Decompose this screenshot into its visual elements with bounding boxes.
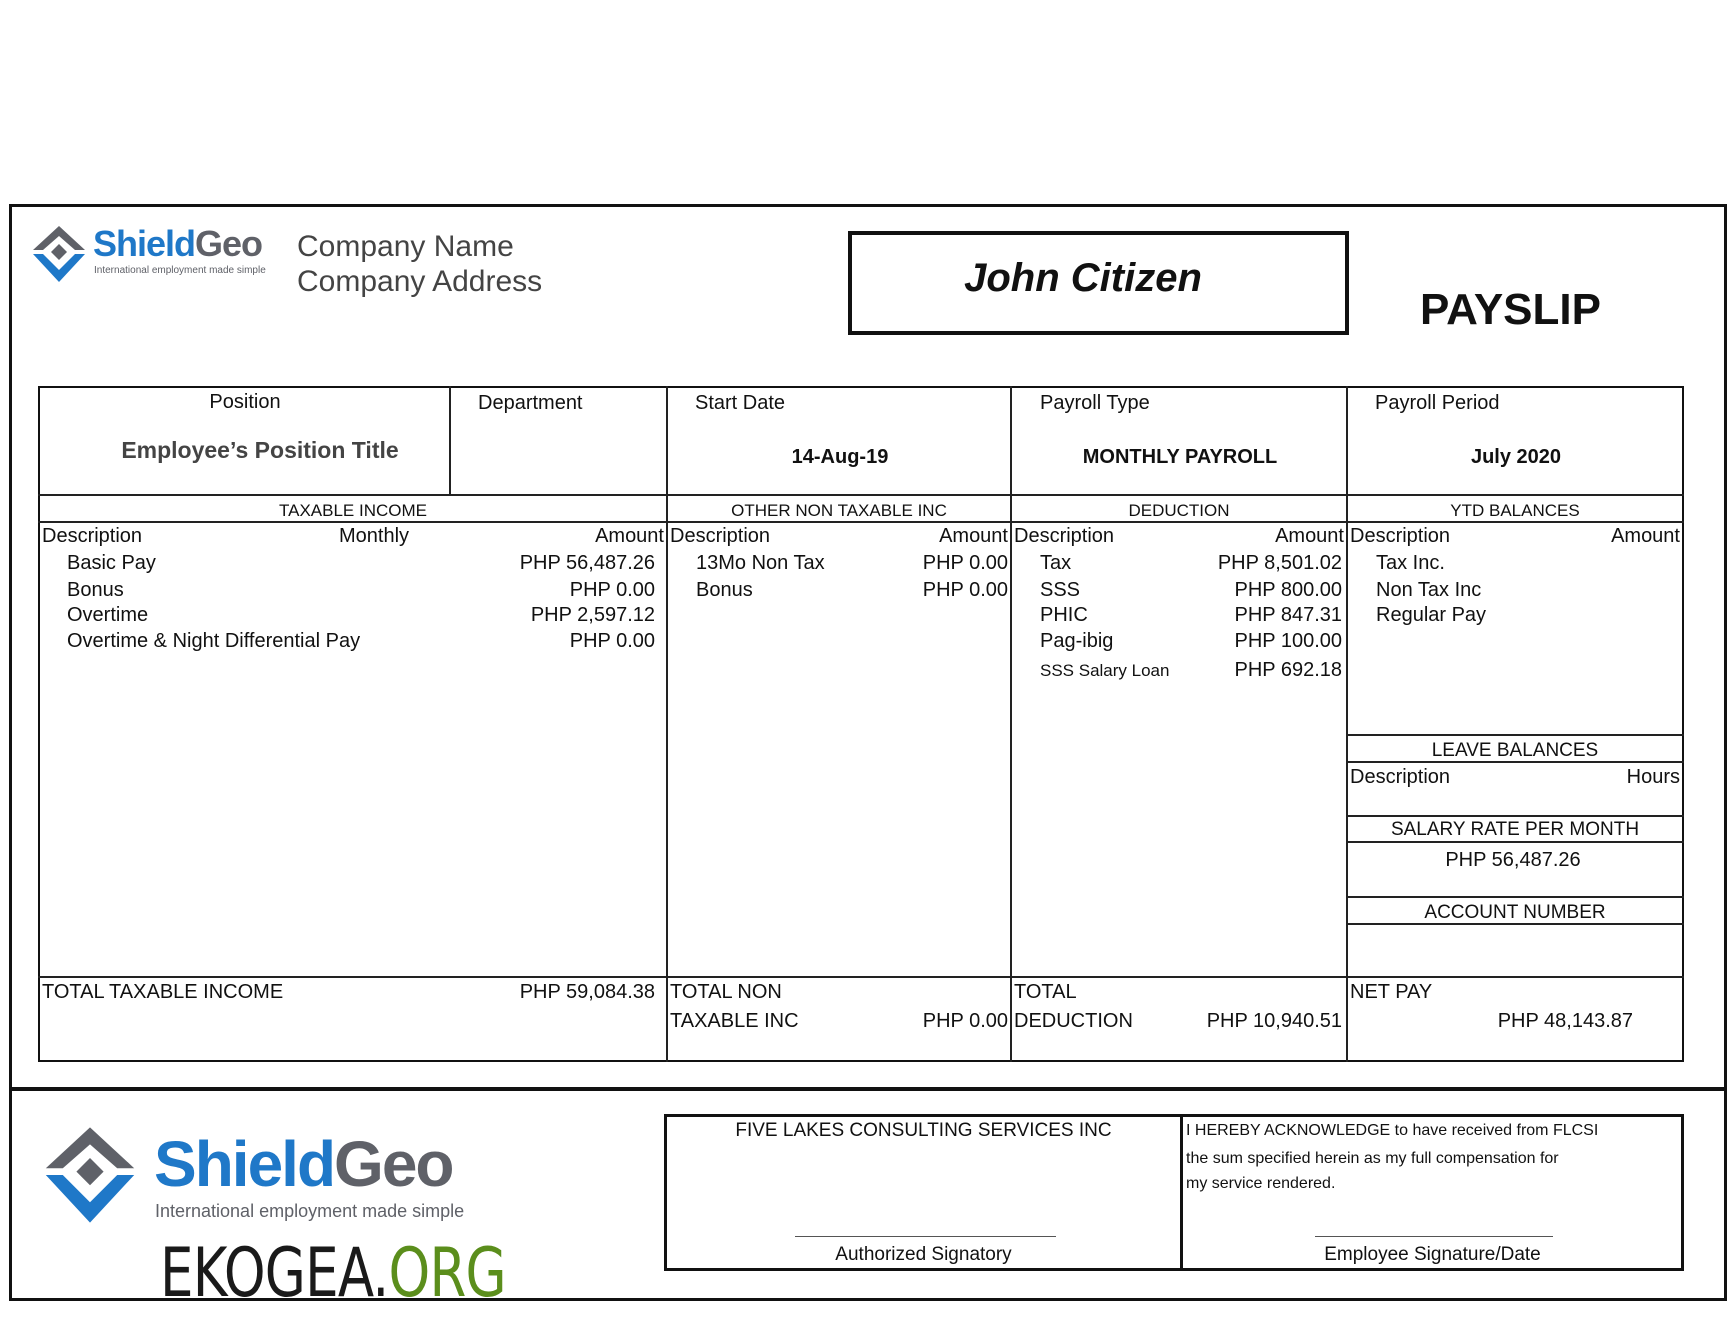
employee-signature-line bbox=[1315, 1236, 1553, 1237]
deduction-row-amount: PHP 847.31 bbox=[1234, 604, 1342, 626]
col-description: Description bbox=[670, 525, 771, 547]
taxable-row-amount: PHP 2,597.12 bbox=[530, 604, 655, 626]
ytd-header: YTD BALANCES bbox=[1450, 501, 1580, 520]
row-divider bbox=[1346, 815, 1684, 817]
payroll-type-label: Payroll Type bbox=[1040, 392, 1150, 414]
logo-tagline: International employment made simple bbox=[94, 265, 266, 276]
total-deduction-label: TOTAL bbox=[1014, 981, 1077, 1003]
total-nontaxable-label: TAXABLE INC bbox=[670, 1010, 799, 1032]
leave-balances-header: LEAVE BALANCES bbox=[1431, 740, 1599, 761]
total-deduction-label: DEDUCTION bbox=[1014, 1010, 1133, 1032]
col-description: Description bbox=[1350, 766, 1451, 788]
logo-brand-geo: Geo bbox=[334, 1128, 453, 1200]
col-amount: Amount bbox=[1611, 525, 1680, 547]
deduction-row-desc: SSS bbox=[1040, 579, 1081, 601]
deduction-row-amount: PHP 100.00 bbox=[1234, 630, 1342, 652]
acknowledge-text: my service rendered. bbox=[1186, 1175, 1336, 1192]
ytd-row-desc: Regular Pay bbox=[1376, 604, 1487, 626]
ekogea-watermark bbox=[160, 1234, 506, 1313]
taxable-income-header: TAXABLE INCOME bbox=[279, 501, 427, 520]
shield-logo-icon bbox=[31, 224, 87, 284]
nontaxable-row-amount: PHP 0.00 bbox=[922, 579, 1008, 601]
shield-logo-icon bbox=[42, 1124, 138, 1226]
col-description: Description bbox=[1014, 525, 1115, 547]
position-value: Employee’s Position Title bbox=[121, 437, 399, 463]
row-divider bbox=[38, 494, 1684, 496]
col-amount: Amount bbox=[595, 525, 664, 547]
taxable-row-amount: PHP 56,487.26 bbox=[519, 552, 655, 574]
deduction-row-amount: PHP 800.00 bbox=[1234, 579, 1342, 601]
total-nontaxable-label: TOTAL NON bbox=[670, 981, 782, 1003]
ytd-row-desc: Non Tax Inc bbox=[1376, 579, 1482, 601]
payroll-period-label: Payroll Period bbox=[1375, 392, 1500, 414]
watermark-part1: EKOGEA. bbox=[160, 1234, 389, 1313]
taxable-row-desc: Overtime bbox=[67, 604, 149, 626]
deduction-row-amount: PHP 8,501.02 bbox=[1217, 552, 1342, 574]
payroll-period-value: July 2020 bbox=[1470, 446, 1562, 468]
authorized-signature-line bbox=[795, 1236, 1056, 1237]
logo-tagline: International employment made simple bbox=[155, 1201, 465, 1221]
doc-title: PAYSLIP bbox=[1420, 285, 1601, 334]
footer-divider bbox=[9, 1087, 1727, 1091]
shieldgeo-logo-large bbox=[42, 1124, 465, 1231]
deduction-header: DEDUCTION bbox=[1128, 501, 1230, 520]
col-monthly: Monthly bbox=[339, 525, 410, 547]
watermark-part2: ORG bbox=[388, 1234, 506, 1313]
row-divider bbox=[1346, 896, 1684, 898]
row-divider bbox=[38, 521, 1684, 523]
employee-signature-label: Employee Signature/Date bbox=[1324, 1244, 1541, 1265]
deduction-row-desc: Tax bbox=[1040, 552, 1072, 574]
salary-rate-header: SALARY RATE PER MONTH bbox=[1390, 819, 1640, 840]
authorized-signatory-label: Authorized Signatory bbox=[835, 1244, 1012, 1265]
taxable-row-amount: PHP 0.00 bbox=[569, 579, 655, 601]
start-date-value: 14-Aug-19 bbox=[791, 446, 889, 468]
start-date-label: Start Date bbox=[695, 392, 786, 414]
total-taxable-label: TOTAL TAXABLE INCOME bbox=[42, 981, 284, 1003]
deduction-row-desc: PHIC bbox=[1040, 604, 1088, 626]
col-amount: Amount bbox=[939, 525, 1008, 547]
ytd-row-desc: Tax Inc. bbox=[1376, 552, 1445, 574]
net-pay-label: NET PAY bbox=[1350, 981, 1433, 1003]
employee-name: John Citizen bbox=[964, 256, 1202, 300]
logo-brand-shield: Shield bbox=[154, 1128, 335, 1200]
nontaxable-row-desc: 13Mo Non Tax bbox=[696, 552, 825, 574]
non-taxable-header: OTHER NON TAXABLE INC bbox=[731, 501, 947, 520]
acknowledge-text: the sum specified herein as my full compensation for bbox=[1186, 1150, 1559, 1167]
col-amount: Amount bbox=[1275, 525, 1344, 547]
position-label: Position bbox=[209, 391, 281, 413]
taxable-row-amount: PHP 0.00 bbox=[569, 630, 655, 652]
taxable-row-desc: Bonus bbox=[67, 579, 124, 601]
total-nontaxable-value: PHP 0.00 bbox=[922, 1010, 1008, 1032]
col-description: Description bbox=[1350, 525, 1451, 547]
nontaxable-row-desc: Bonus bbox=[696, 579, 753, 601]
account-number-header: ACCOUNT NUMBER bbox=[1424, 902, 1606, 923]
total-deduction-value: PHP 10,940.51 bbox=[1206, 1010, 1342, 1032]
col-hours: Hours bbox=[1626, 766, 1680, 788]
department-label: Department bbox=[478, 392, 583, 414]
taxable-row-desc: Basic Pay bbox=[67, 552, 156, 574]
row-divider bbox=[1346, 923, 1684, 925]
col-divider bbox=[1346, 386, 1348, 1062]
shieldgeo-logo bbox=[31, 223, 266, 289]
logo-brand-geo: Geo bbox=[195, 223, 263, 264]
net-pay-value: PHP 48,143.87 bbox=[1497, 1010, 1633, 1032]
deduction-row-desc: Pag-ibig bbox=[1040, 630, 1114, 652]
row-divider bbox=[1346, 761, 1684, 763]
company-name: Company Name bbox=[297, 230, 514, 263]
footer-company: FIVE LAKES CONSULTING SERVICES INC bbox=[735, 1120, 1112, 1141]
logo-brand-shield: Shield bbox=[93, 223, 196, 264]
col-divider bbox=[1180, 1114, 1183, 1271]
total-taxable-value: PHP 59,084.38 bbox=[519, 981, 655, 1003]
row-divider bbox=[1346, 841, 1684, 843]
salary-rate-value: PHP 56,487.26 bbox=[1445, 849, 1581, 871]
col-divider bbox=[1010, 386, 1012, 1062]
payslip-table bbox=[38, 386, 1684, 1062]
deduction-row-amount: PHP 692.18 bbox=[1234, 659, 1342, 681]
totals-divider bbox=[38, 976, 1684, 978]
deduction-row-desc: SSS Salary Loan bbox=[1040, 661, 1170, 680]
nontaxable-row-amount: PHP 0.00 bbox=[922, 552, 1008, 574]
taxable-row-desc: Overtime & Night Differential Pay bbox=[67, 630, 361, 652]
row-divider bbox=[1346, 734, 1684, 736]
company-address: Company Address bbox=[297, 265, 543, 298]
col-divider bbox=[666, 386, 668, 1062]
col-description: Description bbox=[42, 525, 143, 547]
payroll-type-value: MONTHLY PAYROLL bbox=[1082, 446, 1278, 468]
acknowledge-text: I HEREBY ACKNOWLEDGE to have received from FLCSI bbox=[1186, 1122, 1599, 1139]
